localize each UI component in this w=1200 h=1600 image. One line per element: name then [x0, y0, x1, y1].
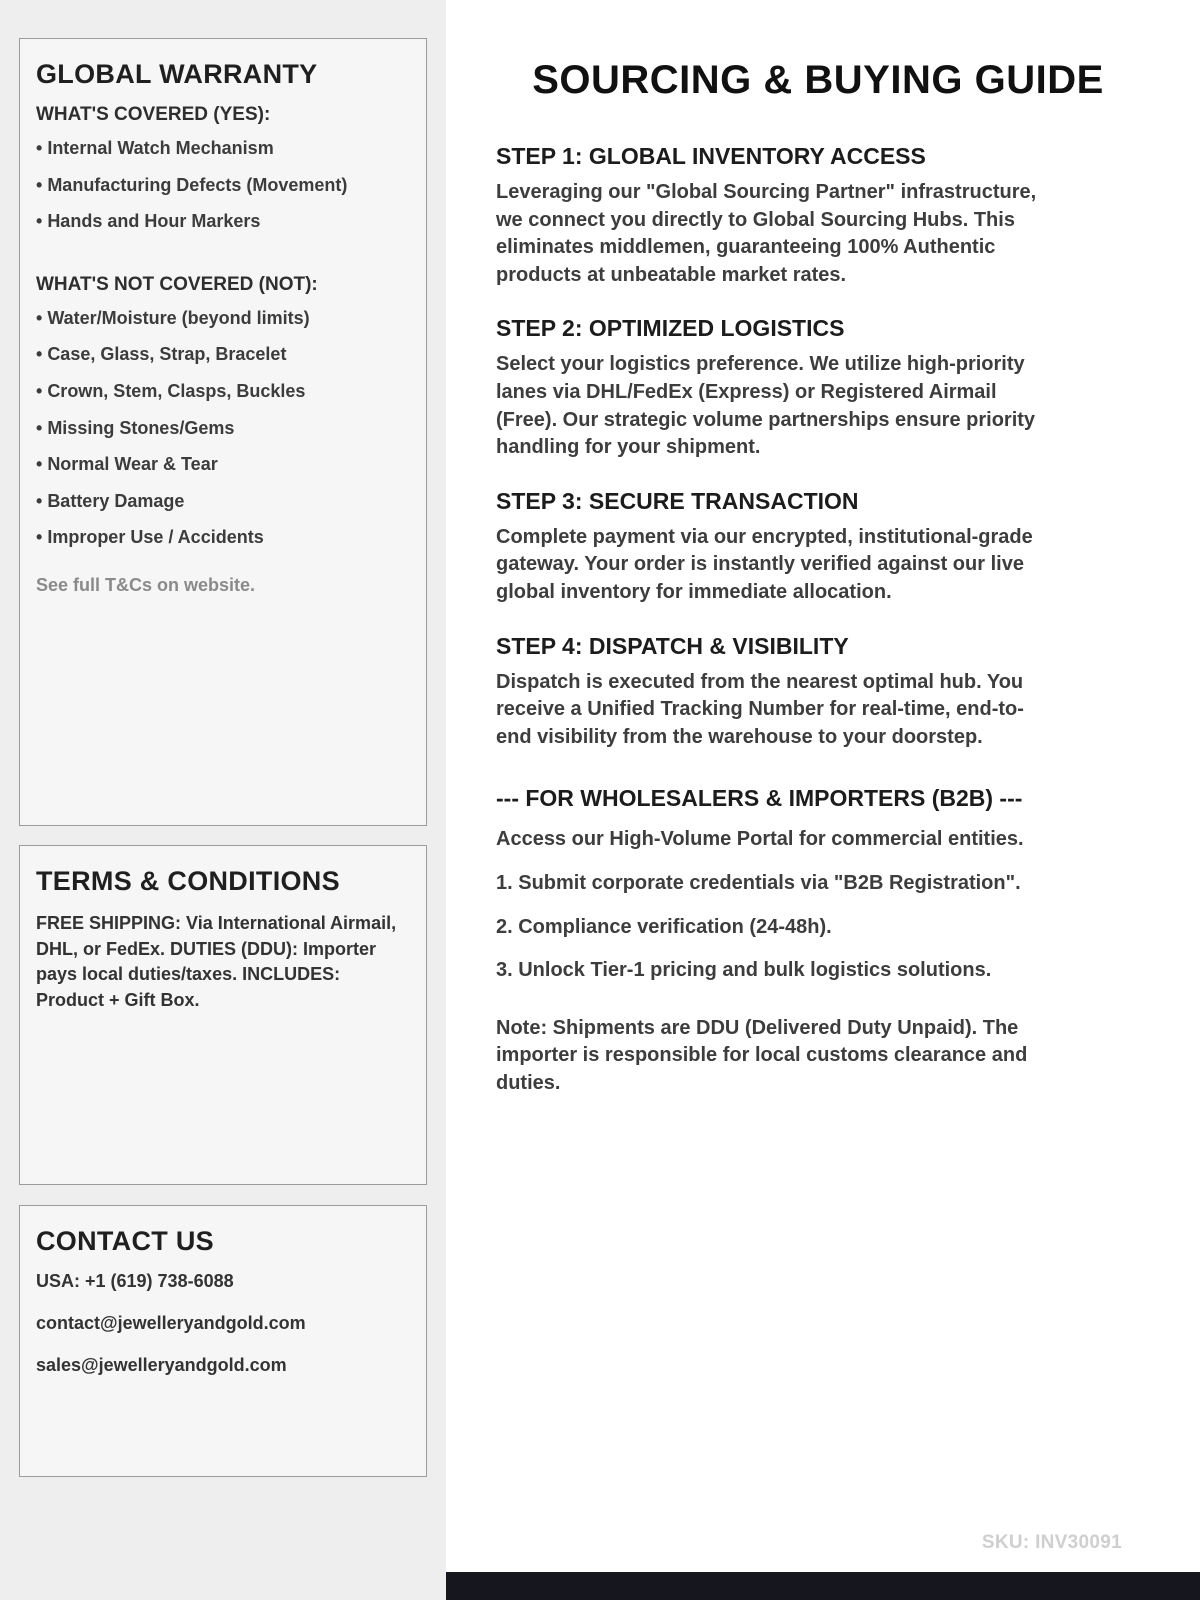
warranty-box: [19, 38, 427, 826]
warranty-footnote: See full T&Cs on website.: [36, 574, 256, 595]
b2b-step-3: 3. Unlock Tier-1 pricing and bulk logistics solutions.: [496, 959, 992, 982]
step2-heading: STEP 2: OPTIMIZED LOGISTICS: [496, 315, 845, 342]
footer-bar: [446, 1572, 1200, 1600]
contact-email-primary: contact@jewelleryandgold.com: [36, 1313, 306, 1333]
contact-title: CONTACT US: [36, 1226, 214, 1256]
step4-body: Dispatch is executed from the nearest optimal hub. You receive a Unified Tracking Number for real-time, end-to-end visibility from the warehouse to your doorstep.: [496, 670, 1024, 748]
warranty-not-covered-item: • Improper Use / Accidents: [36, 527, 410, 549]
b2b-note: Note: Shipments are DDU (Delivered Duty Unpaid). The importer is responsible for local customs clearance and duties.: [496, 1016, 1028, 1094]
b2b-step-1: 1. Submit corporate credentials via "B2B Registration".: [496, 871, 1021, 894]
warranty-not-covered-heading: WHAT'S NOT COVERED (NOT):: [36, 273, 318, 295]
spacer: [36, 248, 410, 274]
step1-heading: STEP 1: GLOBAL INVENTORY ACCESS: [496, 143, 926, 169]
warranty-covered-item: • Manufacturing Defects (Movement): [36, 175, 410, 197]
warranty-covered-list: [36, 138, 410, 233]
warranty-covered-heading: WHAT'S COVERED (YES):: [36, 104, 271, 125]
warranty-not-covered-item: • Crown, Stem, Clasps, Buckles: [36, 381, 410, 403]
sidebar: [0, 0, 446, 1600]
warranty-not-covered-item: • Normal Wear & Tear: [36, 454, 410, 476]
sku-label: SKU: INV30091: [981, 1532, 1122, 1553]
warranty-covered-item: • Internal Watch Mechanism: [36, 138, 410, 160]
step2-body: Select your logistics preference. We utilize high-priority lanes via DHL/FedEx (Express) or Registered Airmail (Free). Our strategic volume partnerships ensure priority handling for your shipment.: [496, 353, 1036, 459]
main-content: [446, 0, 1200, 1600]
warranty-not-covered-list: [36, 308, 410, 549]
warranty-title: GLOBAL WARRANTY: [36, 59, 318, 89]
b2b-section: [496, 785, 1140, 1097]
terms-body: FREE SHIPPING: Via International Airmail, DHL, or FedEx. DUTIES (DDU): Importer pays local duties/taxes. INCLUDES: Product + Gift Box.: [36, 913, 397, 1010]
step3-body: Complete payment via our encrypted, institutional-grade gateway. Your order is instantly verified against our live global inventory for immediate allocation.: [496, 525, 1033, 603]
warranty-not-covered-item: • Missing Stones/Gems: [36, 418, 410, 440]
guide-section-step3: [496, 488, 1056, 607]
step3-heading: STEP 3: SECURE TRANSACTION: [496, 487, 859, 514]
terms-box: [19, 845, 427, 1185]
guide-section-step1: [496, 143, 1056, 289]
warranty-covered-item: • Hands and Hour Markers: [36, 211, 410, 233]
warranty-not-covered-item: • Water/Moisture (beyond limits): [36, 308, 410, 330]
contact-box: [19, 1205, 427, 1477]
b2b-heading: --- FOR WHOLESALERS & IMPORTERS (B2B) ---: [496, 785, 1023, 812]
contact-email-sales: sales@jewelleryandgold.com: [36, 1355, 287, 1375]
warranty-not-covered-item: • Battery Damage: [36, 491, 410, 513]
guide-section-step4: [496, 633, 1056, 752]
warranty-not-covered-item: • Case, Glass, Strap, Bracelet: [36, 344, 410, 366]
step4-heading: STEP 4: DISPATCH & VISIBILITY: [496, 632, 849, 659]
b2b-intro: Access our High-Volume Portal for commercial entities.: [496, 828, 1024, 851]
step1-body: Leveraging our "Global Sourcing Partner" infrastructure, we connect you directly to Global Sourcing Hubs. This eliminates middlemen, guaranteeing 100% Authentic products at unbeatable market rates.: [496, 181, 1037, 286]
guide-section-step2: [496, 315, 1056, 461]
terms-title: TERMS & CONDITIONS: [36, 866, 340, 896]
contact-phone: USA: +1 (619) 738-6088: [36, 1271, 234, 1291]
page-title: SOURCING & BUYING GUIDE: [532, 58, 1104, 102]
b2b-step-2: 2. Compliance verification (24-48h).: [496, 915, 832, 938]
